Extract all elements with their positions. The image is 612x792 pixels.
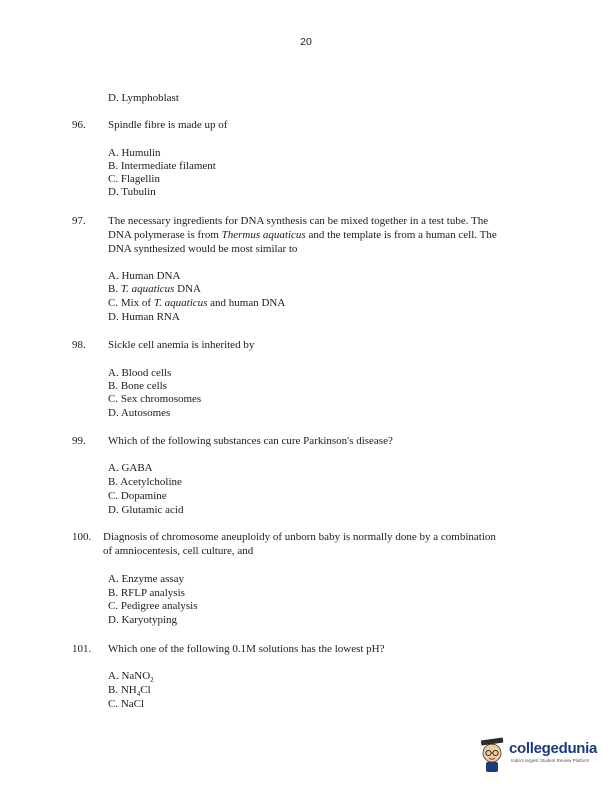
question-number-100: 100.	[72, 531, 92, 543]
option-96-c: C. Flagellin	[108, 173, 160, 185]
option-96-b: B. Intermediate filament	[108, 160, 216, 172]
option-97-c-rest: and human DNA	[207, 297, 286, 309]
option-100-b: B. RFLP analysis	[108, 587, 185, 599]
option-99-c: C. Dopamine	[108, 490, 167, 502]
question-number-97: 97.	[72, 215, 86, 227]
leading-option: D. Lymphoblast	[108, 92, 179, 104]
option-98-a: A. Blood cells	[108, 367, 172, 379]
question-text-97-line3: DNA synthesized would be most similar to	[108, 243, 298, 255]
option-97-b-rest: DNA	[174, 283, 202, 295]
question-text-96: Spindle fibre is made up of	[108, 119, 228, 131]
option-97-b	[108, 283, 201, 296]
option-97-c-label: C. Mix of	[108, 297, 154, 309]
option-99-a: A. GABA	[108, 462, 153, 474]
option-97-c-italic: T. aquaticus	[153, 297, 208, 309]
question-text-100-line1: Diagnosis of chromosome aneuploidy of unborn baby is normally done by a combination	[103, 531, 496, 543]
option-98-b: B. Bone cells	[108, 380, 167, 392]
option-100-d: D. Karyotyping	[108, 614, 178, 626]
option-99-d: D. Glutamic acid	[108, 504, 184, 516]
option-97-a: A. Human DNA	[108, 270, 181, 282]
question-number-96: 96.	[72, 119, 86, 131]
option-99-b: B. Acetylcholine	[108, 476, 182, 488]
question-number-101: 101.	[72, 643, 92, 655]
question-text-98: Sickle cell anemia is inherited by	[108, 339, 255, 351]
option-101-b-post: Cl	[140, 684, 151, 696]
option-101-b-sub: 4	[136, 690, 141, 699]
option-98-d: D. Autosomes	[108, 407, 171, 419]
question-number-99: 99.	[72, 435, 86, 447]
question-text-97-line1: The necessary ingredients for DNA synthesis can be mixed together in a test tube. The	[108, 215, 489, 227]
question-text-97-line2-b: and the template is from a human cell. The	[305, 229, 497, 241]
question-text-100-line2: of amniocentesis, cell culture, and	[103, 545, 254, 557]
question-text-97-line2	[108, 229, 497, 242]
option-97-b-label: B.	[108, 283, 121, 295]
option-100-a: A. Enzyme assay	[108, 573, 185, 585]
student-mascot-icon	[481, 737, 503, 772]
option-98-c: C. Sex chromosomes	[108, 393, 202, 405]
question-text-99: Which of the following substances can cure Parkinson's disease?	[108, 435, 393, 447]
question-text-97-line2-a: DNA polymerase is from	[108, 229, 222, 241]
question-text-97-italic: Thermus aquaticus	[221, 229, 306, 241]
option-96-d: D. Tubulin	[108, 186, 156, 198]
page-number: 20	[300, 36, 312, 48]
logo-tagline: India's largest Student Review Platform	[511, 758, 590, 763]
logo-wordmark: collegedunia	[509, 740, 598, 757]
option-100-c: C. Pedigree analysis	[108, 600, 198, 612]
option-101-c: C. NaCl	[108, 698, 145, 710]
option-97-b-italic: T. aquaticus	[120, 283, 175, 295]
option-96-a: A. Humulin	[108, 147, 161, 159]
option-97-d: D. Human RNA	[108, 311, 180, 323]
collegedunia-logo	[478, 736, 510, 776]
option-101-a-sub: 2	[150, 676, 154, 685]
option-101-b-text: B. NH	[108, 684, 137, 696]
question-number-98: 98.	[72, 339, 86, 351]
option-101-a-text: A. NaNO	[108, 670, 151, 682]
option-97-c	[108, 297, 285, 310]
question-text-101: Which one of the following 0.1M solutions has the lowest pH?	[108, 643, 385, 655]
